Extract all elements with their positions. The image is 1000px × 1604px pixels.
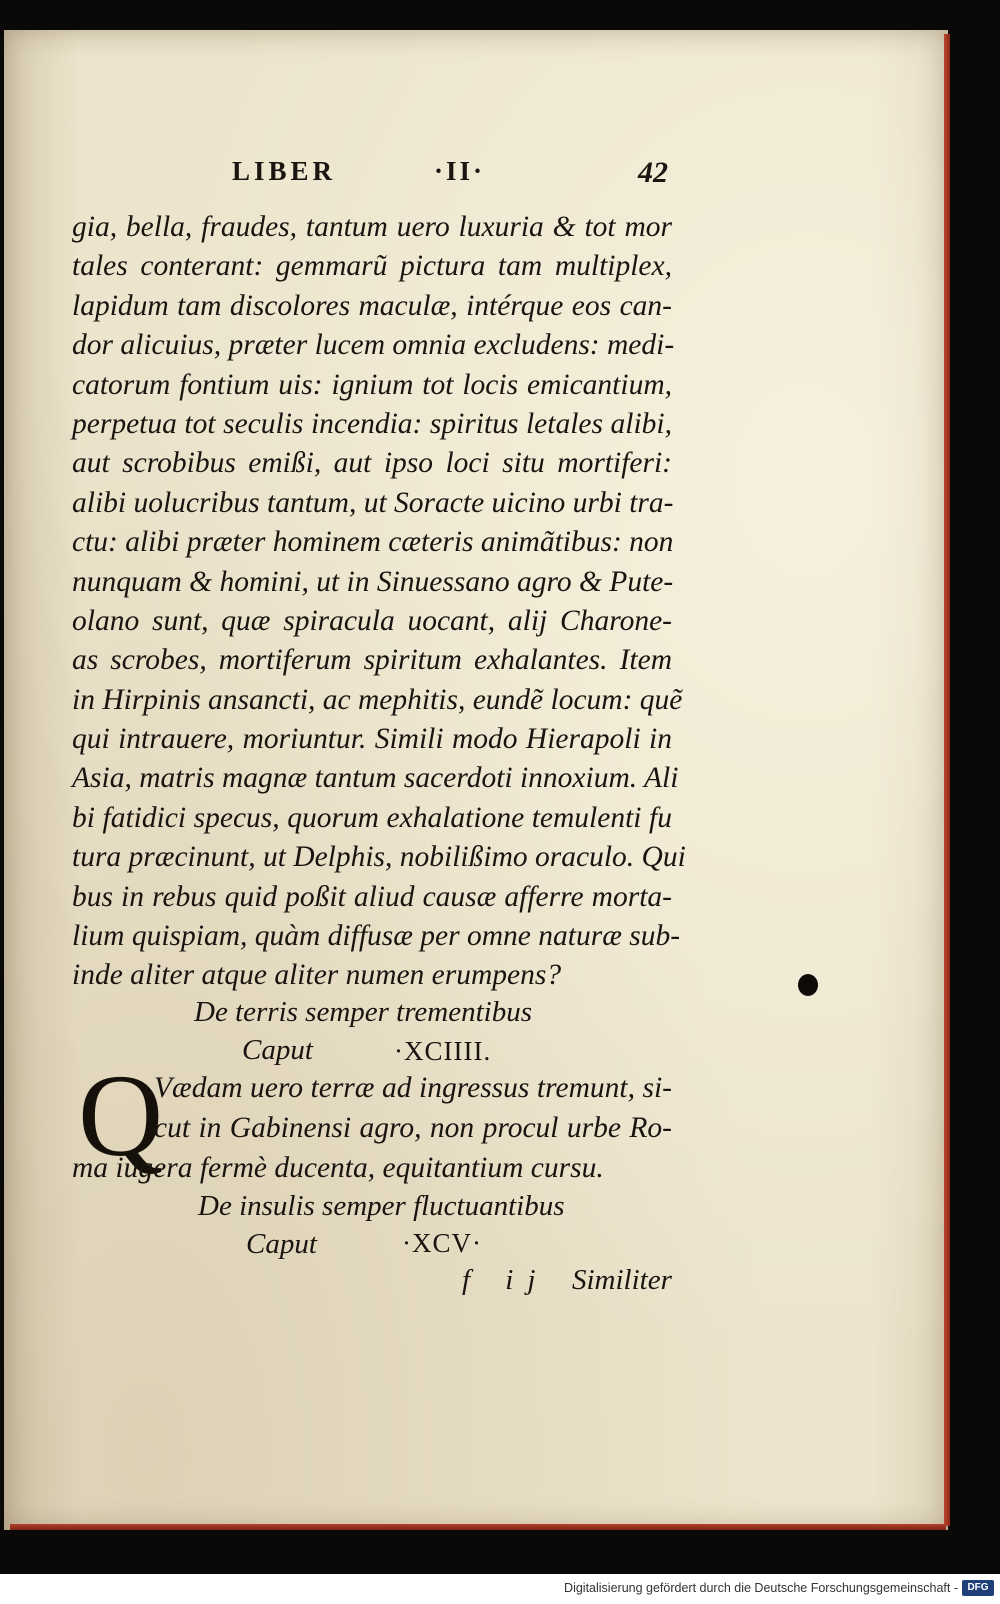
text-line: perpetua tot seculis incendia: spiritus letales alibi, bbox=[72, 407, 672, 440]
chapter-95-number: ·XCV· bbox=[402, 1228, 482, 1258]
text-line: bus in rebus quid poßit aliud causæ afferre morta- bbox=[72, 880, 672, 913]
text-line: olano sunt, quæ spiracula uocant, alij Charone- bbox=[72, 604, 672, 637]
chapter-95-heading: De insulis semper fluctuantibus bbox=[198, 1190, 565, 1222]
funding-credit: Digitalisierung gefördert durch die Deutsche Forschungsgemeinschaft - bbox=[564, 1581, 958, 1595]
text-line: nunquam & homini, ut in Sinuessano agro & Pute- bbox=[72, 565, 674, 598]
text-line: catorum fontium uis: ignium tot locis emicantium, bbox=[72, 368, 672, 401]
running-head-book-number: ·II· bbox=[434, 156, 486, 186]
running-head bbox=[4, 156, 948, 196]
text-line: tales conterant: gemmarũ pictura tam multiplex, bbox=[72, 250, 672, 283]
text-line: ctu: alibi præter hominem cæteris animãtibus: non bbox=[72, 526, 674, 559]
page-edge-right bbox=[944, 34, 950, 1526]
text-line: dor alicuius, præter lucem omnia excludens: medi- bbox=[72, 329, 675, 362]
footer-strip bbox=[0, 1574, 1000, 1604]
catchline bbox=[4, 1264, 948, 1304]
text-line: as scrobes, mortiferum spiritum exhalantes. Item bbox=[72, 644, 672, 677]
decorated-initial: Q bbox=[78, 1050, 164, 1181]
ink-dot-mark bbox=[798, 974, 818, 996]
text-line: inde aliter atque aliter numen erumpens? bbox=[72, 959, 562, 992]
text-line: tura præcinunt, ut Delphis, nobilißimo oraculo. Qui bbox=[72, 841, 686, 874]
chapter-94-caput-label: Caput bbox=[242, 1034, 313, 1066]
text-line: Vædam uero terræ ad ingressus tremunt, si- bbox=[154, 1072, 672, 1104]
signature-mark: f ij bbox=[462, 1264, 550, 1296]
chapter-94-number: ·XCIIII. bbox=[394, 1036, 492, 1066]
text-line: ma iugera fermè ducenta, equitantium cursu. bbox=[72, 1152, 604, 1184]
running-head-title: LIBER bbox=[232, 156, 337, 186]
text-line: lapidum tam discolores maculæ, intérque eos can- bbox=[72, 289, 672, 322]
chapter-95-caput-label: Caput bbox=[246, 1228, 317, 1260]
dfg-logo-icon: DFG bbox=[962, 1580, 994, 1596]
page-edge-bottom bbox=[10, 1524, 946, 1530]
chapter-94-heading: De terris semper trementibus bbox=[194, 996, 533, 1028]
text-line: gia, bella, fraudes, tantum uero luxuria & tot mor bbox=[72, 211, 672, 243]
text-line: cut in Gabinensi agro, non procul urbe Ro- bbox=[154, 1112, 672, 1144]
book-page bbox=[4, 30, 948, 1530]
text-line: alibi uolucribus tantum, ut Soracte uicino urbi tra- bbox=[72, 486, 674, 519]
text-line: lium quispiam, quàm diffusæ per omne naturæ sub- bbox=[72, 920, 681, 953]
main-text-block bbox=[72, 208, 686, 996]
text-line: aut scrobibus emißi, aut ipso loci situ mortiferi: bbox=[72, 447, 672, 480]
text-line: in Hirpinis ansancti, ac mephitis, eundẽ locum: quẽ bbox=[72, 683, 683, 716]
text-line: Asia, matris magnæ tantum sacerdoti innoxium. Ali bbox=[72, 762, 679, 795]
catchword: Similiter bbox=[572, 1264, 672, 1296]
text-line: qui intrauere, moriuntur. Simili modo Hierapoli in bbox=[72, 723, 672, 756]
text-line: bi fatidici specus, quorum exhalatione temulenti fu bbox=[72, 801, 672, 834]
folio-number: 42 bbox=[638, 156, 668, 189]
